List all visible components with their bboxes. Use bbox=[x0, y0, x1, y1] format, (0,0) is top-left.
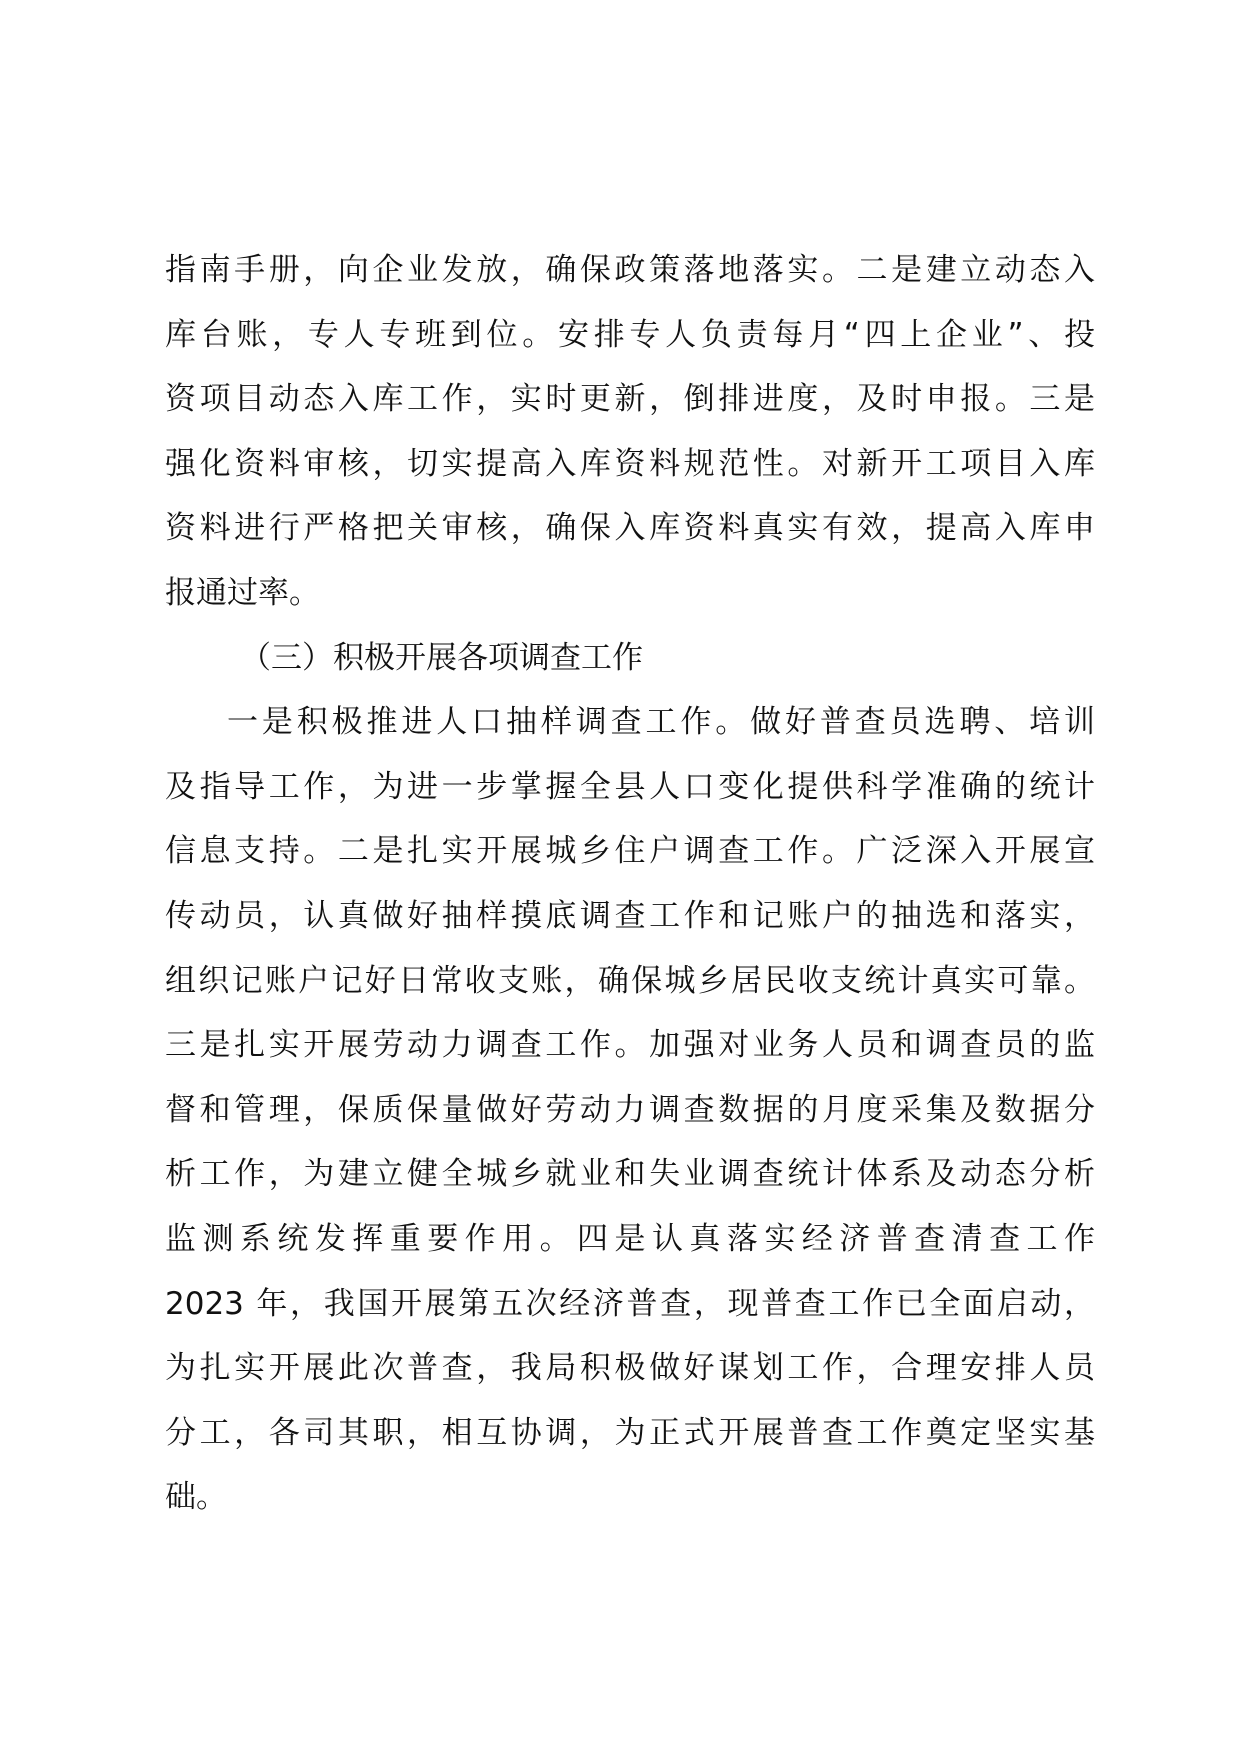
paragraph-line: 组织记账户记好日常收支账，确保城乡居民收支统计真实可靠。 bbox=[165, 962, 1095, 999]
paragraph-line: 信息支持。二是扎实开展城乡住户调查工作。广泛深入开展宣 bbox=[165, 833, 1095, 870]
paragraph-line: 报通过率。 bbox=[165, 574, 320, 611]
paragraph-line: 资料进行严格把关审核，确保入库资料真实有效，提高入库申 bbox=[165, 510, 1095, 547]
paragraph-line: 础。 bbox=[165, 1479, 227, 1516]
paragraph-line: 2023 年，我国开展第五次经济普查，现普查工作已全面启动， bbox=[165, 1285, 1095, 1322]
paragraph-line: 一是积极推进人口抽样调查工作。做好普查员选聘、培训 bbox=[227, 704, 1095, 741]
paragraph-line: 及指导工作，为进一步掌握全县人口变化提供科学准确的统计 bbox=[165, 768, 1095, 805]
paragraph-line: 强化资料审核，切实提高入库资料规范性。对新开工项目入库 bbox=[165, 445, 1095, 482]
section-heading: （三）积极开展各项调查工作 bbox=[240, 639, 643, 676]
paragraph-line: 传动员，认真做好抽样摸底调查工作和记账户的抽选和落实， bbox=[165, 897, 1095, 934]
paragraph-line: 为扎实开展此次普查，我局积极做好谋划工作，合理安排人员 bbox=[165, 1350, 1095, 1387]
paragraph-line: 指南手册，向企业发放，确保政策落地落实。二是建立动态入 bbox=[165, 252, 1095, 288]
paragraph-line: 三是扎实开展劳动力调查工作。加强对业务人员和调查员的监 bbox=[165, 1027, 1095, 1064]
paragraph-line: 资项目动态入库工作，实时更新，倒排进度，及时申报。三是 bbox=[165, 381, 1095, 418]
paragraph-line: 分工，各司其职，相互协调，为正式开展普查工作奠定坚实基 bbox=[165, 1414, 1095, 1451]
paragraph-line: 析工作，为建立健全城乡就业和失业调查统计体系及动态分析 bbox=[165, 1156, 1095, 1193]
document-body bbox=[165, 238, 1095, 1530]
paragraph-line: 督和管理，保质保量做好劳动力调查数据的月度采集及数据分 bbox=[165, 1091, 1095, 1128]
paragraph-line: 库台账，专人专班到位。安排专人负责每月“四上企业”、投 bbox=[165, 316, 1095, 353]
paragraph-line: 监测系统发挥重要作用。四是认真落实经济普查清查工作 bbox=[165, 1220, 1095, 1257]
